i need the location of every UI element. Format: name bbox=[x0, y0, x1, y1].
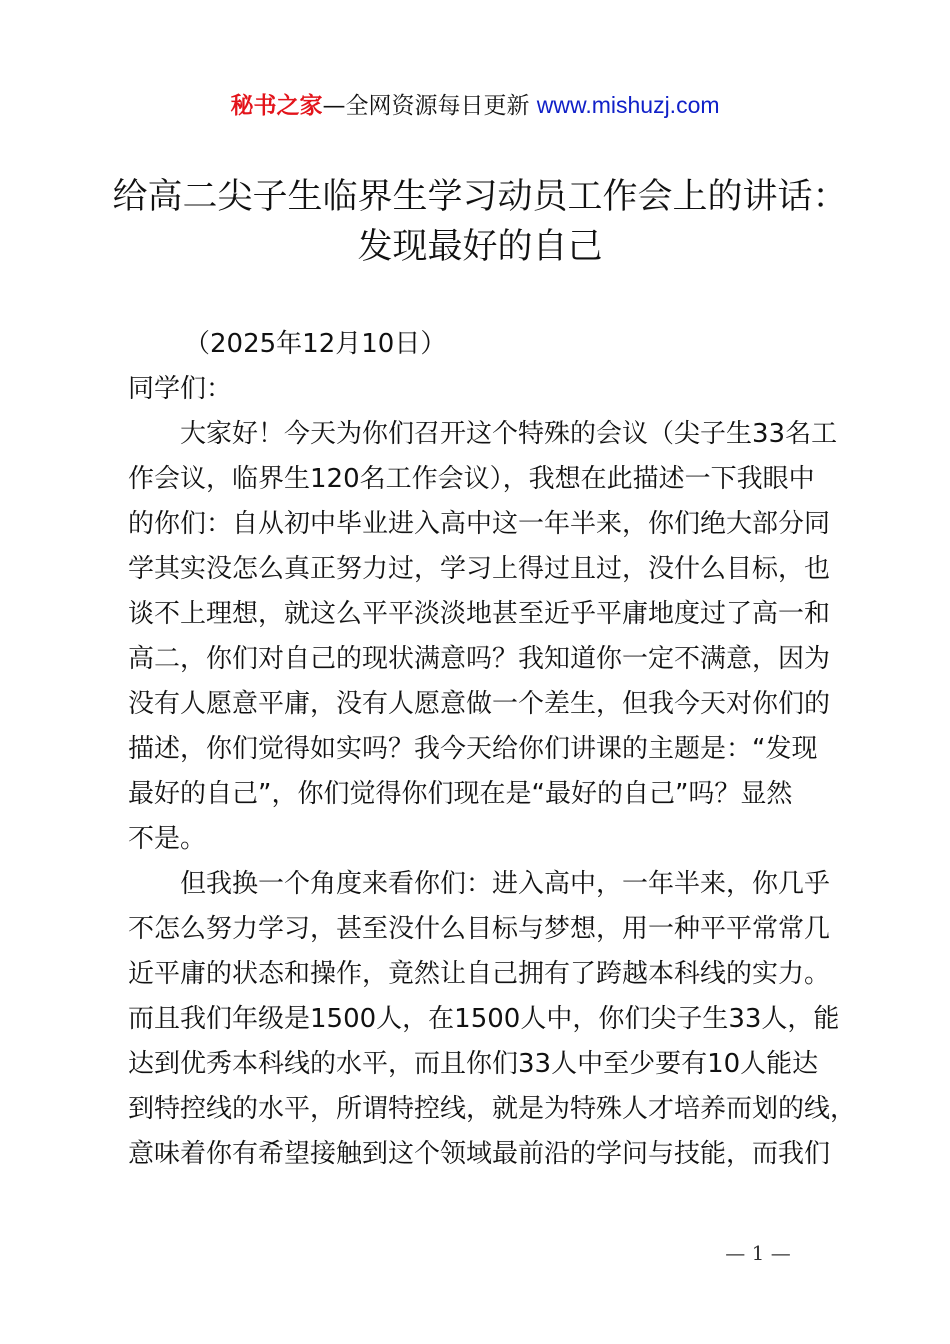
body-line: 但我换一个角度来看你们：进入高中，一年半来，你几乎 bbox=[180, 869, 831, 899]
body-line: 作会议，临界生120名工作会议），我想在此描述一下我眼中 bbox=[128, 464, 815, 494]
body-line: 大家好！今天为你们召开这个特殊的会议（尖子生33名工 bbox=[180, 419, 838, 449]
banner-tagline: —全网资源每日更新 bbox=[322, 93, 530, 119]
page-number: — 1 — bbox=[725, 1241, 791, 1265]
speech-date: （2025年12月10日） bbox=[184, 329, 447, 359]
banner-url-link[interactable]: www.mishuzj.com bbox=[536, 92, 720, 118]
body-line: 达到优秀本科线的水平，而且你们33人中至少要有10人能达 bbox=[128, 1049, 819, 1079]
body-line: 意味着你有希望接触到这个领域最前沿的学问与技能，而我们 bbox=[128, 1139, 831, 1169]
salutation: 同学们： bbox=[128, 374, 233, 404]
body-line: 不怎么努力学习，甚至没什么目标与梦想，用一种平平常常几 bbox=[128, 914, 831, 944]
body-line: 而且我们年级是1500人，在1500人中，你们尖子生33人，能 bbox=[128, 1004, 840, 1034]
title-line-1: 给高二尖子生临界生学习动员工作会上的讲话： bbox=[112, 177, 848, 217]
body-line: 谈不上理想，就这么平平淡淡地甚至近乎平庸地度过了高一和 bbox=[128, 599, 831, 629]
body-line: 高二，你们对自己的现状满意吗？我知道你一定不满意，因为 bbox=[128, 644, 831, 674]
body-line: 不是。 bbox=[128, 824, 207, 854]
banner-brand: 秘书之家 bbox=[230, 93, 323, 119]
body-line: 描述，你们觉得如实吗？我今天给你们讲课的主题是：“发现 bbox=[128, 734, 818, 764]
body-line: 学其实没怎么真正努力过，学习上得过且过，没什么目标，也 bbox=[128, 554, 831, 584]
document-title bbox=[100, 172, 860, 272]
document-body bbox=[128, 322, 857, 1177]
body-line: 到特控线的水平，所谓特控线，就是为特殊人才培养而划的线， bbox=[128, 1094, 857, 1124]
site-banner bbox=[0, 88, 950, 123]
body-line: 没有人愿意平庸，没有人愿意做一个差生，但我今天对你们的 bbox=[128, 689, 831, 719]
body-line: 近平庸的状态和操作，竟然让自己拥有了跨越本科线的实力。 bbox=[128, 959, 831, 989]
body-line: 最好的自己”，你们觉得你们现在是“最好的自己”吗？显然 bbox=[128, 779, 793, 809]
title-line-2: 发现最好的自己 bbox=[357, 227, 603, 267]
body-line: 的你们：自从初中毕业进入高中这一年半来，你们绝大部分同 bbox=[128, 509, 831, 539]
